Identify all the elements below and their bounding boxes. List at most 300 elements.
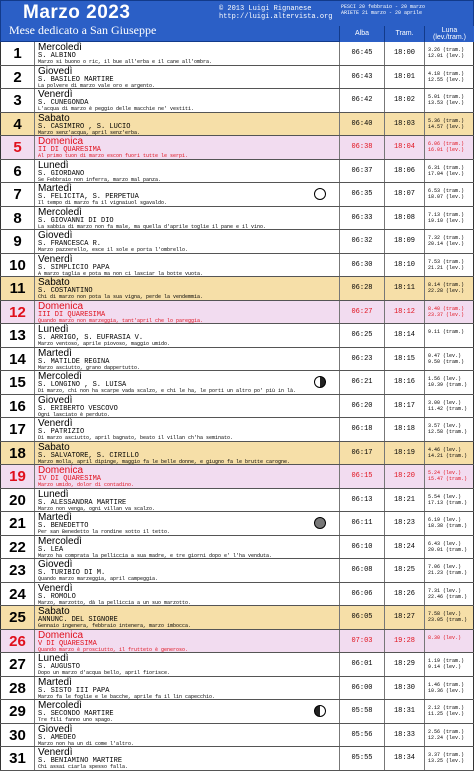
moon-times	[424, 559, 474, 582]
sunrise-time: 06:17	[339, 442, 384, 465]
col-luna-header	[424, 26, 474, 42]
moon-time-2: 23.37 (lev.)	[428, 311, 465, 318]
weekday-name: Giovedì	[38, 230, 73, 241]
page-subtitle: Mese dedicato a San Giuseppe	[9, 23, 157, 37]
table-row	[0, 606, 474, 630]
saint-name: S. AUGUSTO	[38, 663, 81, 671]
saint-name: S. MATILDE REGINA	[38, 357, 110, 366]
moon-time-1: 7.58 (lev.)	[428, 611, 462, 617]
sunrise-time: 06:05	[339, 606, 384, 629]
moon-time-2: 22.28 (lev.)	[428, 288, 465, 294]
saint-name: S. ROMOLO	[38, 592, 76, 601]
table-row	[0, 371, 474, 395]
table-row	[0, 583, 474, 607]
moon-cell	[304, 254, 339, 277]
moon-time-1: 8.14 (tram.)	[428, 282, 465, 288]
day-info	[34, 277, 339, 300]
table-row	[0, 277, 474, 301]
moon-time-2: 12.58 (tram.)	[428, 429, 468, 435]
proverb: Di marzo asciutto, april bagnato, beato il villan ch'ha seminato.	[38, 435, 234, 441]
moon-time-2: 17.04 (lev.)	[428, 170, 465, 177]
sunrise-time: 06:35	[339, 183, 384, 206]
moon-time-2: 13.25 (lev.)	[428, 758, 465, 764]
sunrise-time: 06:01	[339, 653, 384, 676]
day-info	[34, 160, 339, 183]
moon-times	[424, 395, 474, 418]
weekday-name: Sabato	[38, 112, 70, 124]
weekday-name: Sabato	[38, 606, 70, 617]
day-number: 8	[0, 207, 34, 230]
sunrise-time: 06:45	[339, 42, 384, 65]
weekday-name: Sabato	[38, 277, 70, 288]
proverb: Quando marzo è prosciutto, il frutteto è generoso.	[38, 646, 189, 653]
proverb: Per san Benedetto la rondine sotto il tetto.	[38, 529, 171, 535]
saint-name: ANNUNC. DEL SIGNORE	[38, 616, 118, 624]
sunset-time: 18:14	[384, 324, 424, 347]
moon-time-2: 15.47 (tram.)	[428, 476, 468, 482]
moon-times	[424, 89, 474, 112]
moon-times	[424, 653, 474, 676]
sunrise-time: 06:20	[339, 395, 384, 418]
moon-time-2: 17.13 (tram.)	[428, 499, 468, 506]
moon-times	[424, 301, 474, 324]
saint-name: S. FELICITA, S. PERPETUA	[38, 193, 139, 201]
weekday-name: Lunedì	[38, 159, 69, 171]
sunrise-time: 06:06	[339, 583, 384, 606]
moon-cell	[304, 160, 339, 183]
moon-cell	[304, 136, 339, 159]
sunset-time: 18:33	[384, 724, 424, 747]
saint-name: S. BENEDETTO	[38, 522, 89, 530]
day-info	[34, 700, 339, 723]
moon-cell	[304, 536, 339, 559]
moon-time-1: 6.06 (tram.)	[428, 141, 465, 147]
moon-time-2: 23.05 (tram.)	[428, 617, 468, 623]
moon-time-1: 4.46 (lev.)	[428, 446, 462, 453]
moon-times	[424, 348, 474, 371]
day-info	[34, 418, 339, 441]
moon-time-1: 6.53 (tram.)	[428, 188, 465, 194]
saint-name: III DI QUARESIMA	[38, 310, 106, 319]
weekday-name: Domenica	[38, 465, 84, 476]
day-number: 17	[0, 418, 34, 441]
table-row	[0, 136, 474, 160]
day-info	[34, 324, 339, 347]
sunset-time: 18:01	[384, 66, 424, 89]
moon-cell	[304, 630, 339, 653]
moon-time-1: 3.37 (tram.)	[428, 752, 465, 758]
moon-phase-full-icon	[314, 188, 326, 200]
moon-time-2: 10.36 (lev.)	[428, 687, 465, 694]
day-number: 4	[0, 113, 34, 136]
proverb: Chi di marzo non pota la sua vigna, perde la vendemmia.	[38, 294, 204, 300]
saint-name: S. ARRIGO, S. EUFRASIA V.	[38, 334, 144, 342]
moon-time-2: 18.07 (lev.)	[428, 194, 465, 200]
table-row	[0, 348, 474, 372]
day-number: 18	[0, 442, 34, 465]
moon-time-1: 7.06 (lev.)	[428, 564, 462, 570]
proverb: Chi assai ciarla spesso falla.	[38, 764, 129, 770]
moon-time-1: 7.32 (tram.)	[428, 235, 465, 241]
day-info	[34, 301, 339, 324]
sunrise-time: 06:33	[339, 207, 384, 230]
day-number: 2	[0, 66, 34, 89]
copyright-text: © 2013 Luigi Rignanese	[219, 5, 312, 13]
weekday-name: Giovedì	[38, 723, 73, 735]
day-info	[34, 89, 339, 112]
moon-time-1: 2.56 (tram.)	[428, 728, 465, 735]
moon-times	[424, 489, 474, 512]
moon-time-2: 9.14 (lev.)	[428, 664, 462, 670]
weekday-name: Martedì	[38, 347, 72, 359]
sunset-time: 18:07	[384, 183, 424, 206]
zodiac-aries: ARIETE 21 marzo - 20 aprile	[341, 10, 423, 16]
table-row	[0, 254, 474, 278]
day-info	[34, 583, 339, 606]
proverb: Marzo, marzotto, dà la pelliccia a un suo marzotto.	[38, 599, 192, 606]
sunrise-time: 06:10	[339, 536, 384, 559]
moon-times	[424, 66, 474, 89]
day-number: 11	[0, 277, 34, 300]
proverb: Marzo ventoso, aprile piovoso, maggio umido.	[38, 341, 171, 347]
moon-times	[424, 113, 474, 136]
day-info	[34, 230, 339, 253]
day-number: 31	[0, 747, 34, 770]
moon-cell	[304, 465, 339, 488]
table-row	[0, 489, 474, 513]
zodiac-pisces: PESCI 20 febbraio - 20 marzo	[341, 4, 426, 10]
weekday-name: Venerdì	[38, 747, 73, 758]
saint-name: S. LEA	[38, 545, 64, 554]
table-row	[0, 559, 474, 583]
sunset-time: 18:27	[384, 606, 424, 629]
moon-time-2: 12.24 (lev.)	[428, 734, 465, 741]
zodiac-info	[341, 4, 425, 16]
moon-time-1: 3.00 (lev.)	[428, 399, 462, 406]
table-row	[0, 700, 474, 724]
table-row	[0, 442, 474, 466]
moon-cell	[304, 653, 339, 676]
moon-time-2: 9.50 (tram.)	[428, 358, 465, 365]
weekday-name: Mercoledì	[38, 700, 82, 711]
moon-cell	[304, 442, 339, 465]
site-link[interactable]: http://luigi.altervista.org	[219, 13, 333, 21]
moon-cell	[304, 277, 339, 300]
sunrise-time: 06:37	[339, 160, 384, 183]
day-number: 20	[0, 489, 34, 512]
moon-time-1: 7.13 (tram.)	[428, 211, 465, 218]
moon-time-2: 11.42 (tram.)	[428, 405, 468, 412]
table-row	[0, 465, 474, 489]
proverb: Marzo si buono o ric, il bue all'erba e il cane all'ombra.	[38, 59, 213, 65]
day-info	[34, 677, 339, 700]
sunrise-time: 05:55	[339, 747, 384, 770]
table-row	[0, 230, 474, 254]
sunrise-time: 06:23	[339, 348, 384, 371]
sunrise-time: 06:13	[339, 489, 384, 512]
moon-time-2: 20.14 (lev.)	[428, 241, 465, 247]
day-info	[34, 183, 339, 206]
moon-time-2: 21.21 (lev.)	[428, 264, 465, 271]
day-number: 6	[0, 160, 34, 183]
moon-time-2: 12.55 (lev.)	[428, 76, 465, 83]
moon-times	[424, 536, 474, 559]
table-row	[0, 395, 474, 419]
weekday-name: Mercoledì	[38, 206, 82, 218]
moon-cell	[304, 348, 339, 371]
moon-time-1: 9.11 (tram.)	[428, 329, 465, 335]
column-headers	[0, 26, 474, 42]
moon-times	[424, 465, 474, 488]
moon-time-1: 8.30 (lev.)	[428, 634, 462, 641]
weekday-name: Giovedì	[38, 394, 73, 406]
moon-times	[424, 747, 474, 770]
day-number: 12	[0, 301, 34, 324]
proverb: Marzo ha comprata la pelliccia a sua madre, e tre giorni dopo e' l'ha venduta.	[38, 552, 273, 559]
weekday-name: Lunedì	[38, 488, 69, 500]
proverb: Marzo non venga, ogni villan va scalzo.	[38, 505, 156, 512]
sunrise-time: 06:28	[339, 277, 384, 300]
moon-time-1: 5.36 (tram.)	[428, 117, 465, 124]
day-number: 21	[0, 512, 34, 535]
moon-cell	[304, 183, 339, 206]
moon-time-2: 20.01 (tram.)	[428, 546, 468, 553]
sunset-time: 18:04	[384, 136, 424, 159]
day-info	[34, 207, 339, 230]
sunrise-time: 06:43	[339, 66, 384, 89]
moon-cell	[304, 42, 339, 65]
day-info	[34, 465, 339, 488]
moon-time-1: 2.12 (tram.)	[428, 705, 465, 711]
saint-name: S. SISTO III PAPA	[38, 686, 110, 695]
proverb: Marzo pazzerello, esce il sole e porta l'ombrello.	[38, 247, 189, 253]
sunset-time: 18:31	[384, 700, 424, 723]
day-number: 23	[0, 559, 34, 582]
moon-cell	[304, 66, 339, 89]
day-info	[34, 254, 339, 277]
day-number: 29	[0, 700, 34, 723]
weekday-name: Venerdì	[38, 418, 73, 429]
day-info	[34, 489, 339, 512]
sunrise-time: 06:18	[339, 418, 384, 441]
moon-times	[424, 442, 474, 465]
moon-times	[424, 512, 474, 535]
weekday-name: Giovedì	[38, 559, 73, 570]
day-number: 13	[0, 324, 34, 347]
moon-times	[424, 42, 474, 65]
sunrise-time: 06:21	[339, 371, 384, 394]
moon-times	[424, 254, 474, 277]
proverb: Se Febbraio non inferra, marzo mal panza.	[38, 176, 162, 183]
day-number: 19	[0, 465, 34, 488]
day-number: 30	[0, 724, 34, 747]
day-number: 24	[0, 583, 34, 606]
table-row	[0, 747, 474, 771]
weekday-name: Venerdì	[38, 253, 73, 265]
sunrise-time: 06:38	[339, 136, 384, 159]
day-info	[34, 536, 339, 559]
day-number: 5	[0, 136, 34, 159]
day-info	[34, 512, 339, 535]
sunrise-time: 06:00	[339, 677, 384, 700]
moon-cell	[304, 207, 339, 230]
sunset-time: 18:30	[384, 677, 424, 700]
proverb: Il tempo di marzo fa il vignaiuol sgavaldo.	[38, 200, 168, 206]
saint-name: S. SIMPLICIO PAPA	[38, 263, 110, 272]
moon-cell	[304, 606, 339, 629]
moon-time-2: 19.10 (lev.)	[428, 217, 465, 224]
weekday-name: Sabato	[38, 441, 70, 453]
weekday-name: Mercoledì	[38, 42, 82, 53]
sunset-time: 18:15	[384, 348, 424, 371]
sunset-time: 18:19	[384, 442, 424, 465]
weekday-name: Lunedì	[38, 653, 69, 664]
moon-time-2: 10.39 (tram.)	[428, 382, 468, 388]
col-alba-header: Alba	[339, 26, 384, 42]
moon-time-1: 6.43 (lev.)	[428, 540, 462, 547]
sunset-time: 18:17	[384, 395, 424, 418]
moon-cell	[304, 418, 339, 441]
saint-name: S. GIOVANNI DI DIO	[38, 216, 114, 225]
weekday-name: Venerdì	[38, 582, 73, 594]
moon-cell	[304, 747, 339, 770]
sunset-time: 18:11	[384, 277, 424, 300]
table-row	[0, 677, 474, 701]
sunset-time: 18:29	[384, 653, 424, 676]
day-info	[34, 559, 339, 582]
sunset-time: 18:00	[384, 42, 424, 65]
proverb: Dopo un marzo d'acqua bello, april fiorisce.	[38, 670, 171, 676]
moon-cell	[304, 230, 339, 253]
sunset-time: 18:23	[384, 512, 424, 535]
moon-time-1: 3.26 (tram.)	[428, 47, 465, 53]
saint-name: S. SECONDO MARTIRE	[38, 710, 114, 718]
moon-time-2: 18.38 (tram.)	[428, 523, 468, 529]
sunset-time: 18:02	[384, 89, 424, 112]
saint-name: S. ERIBERTO VESCOVO	[38, 404, 118, 413]
moon-time-2: 16.01 (lev.)	[428, 147, 465, 153]
weekday-name: Domenica	[38, 629, 84, 641]
sunset-time: 18:12	[384, 301, 424, 324]
moon-phase-new-icon	[314, 517, 326, 529]
moon-time-1: 8.40 (tram.)	[428, 305, 465, 312]
moon-times	[424, 700, 474, 723]
proverb: Al primo tuon di marzo escon fuori tutte le serpi.	[38, 153, 189, 159]
sunrise-time: 06:30	[339, 254, 384, 277]
sunset-time: 18:21	[384, 489, 424, 512]
weekday-name: Martedì	[38, 512, 72, 523]
weekday-name: Martedì	[38, 676, 72, 688]
proverb: Marzo asciutto, grano dappertutto.	[38, 364, 141, 371]
day-info	[34, 66, 339, 89]
proverb: Marzo fa le foglie e le bacche, aprile fa il lin capecchio.	[38, 693, 216, 700]
sunset-time: 18:34	[384, 747, 424, 770]
proverb: La sabbia di marzo non fa male, ma quella d'aprile toglie il pane e il vino.	[38, 223, 267, 230]
moon-time-2: 14.21 (tram.)	[428, 452, 468, 459]
day-info	[34, 42, 339, 65]
page-title: Marzo 2023	[23, 2, 131, 23]
sunset-time: 18:26	[384, 583, 424, 606]
moon-cell	[304, 395, 339, 418]
moon-cell	[304, 89, 339, 112]
saint-name: S. FRANCESCA R.	[38, 240, 102, 248]
day-info	[34, 724, 339, 747]
day-info	[34, 442, 339, 465]
day-number: 15	[0, 371, 34, 394]
sunrise-time: 06:25	[339, 324, 384, 347]
saint-name: V DI QUARESIMA	[38, 639, 97, 648]
sunrise-time: 06:40	[339, 113, 384, 136]
saint-name: IV DI QUARESIMA	[38, 475, 102, 483]
sunset-time: 18:24	[384, 536, 424, 559]
moon-times	[424, 630, 474, 653]
sunrise-time: 06:27	[339, 301, 384, 324]
saint-name: S. SALVATORE, S. CIRILLO	[38, 451, 139, 460]
moon-cell	[304, 724, 339, 747]
moon-time-1: 1.19 (tram.)	[428, 658, 465, 664]
sunset-time: 18:16	[384, 371, 424, 394]
copyright-block	[219, 5, 332, 21]
moon-cell	[304, 677, 339, 700]
sunrise-time: 07:03	[339, 630, 384, 653]
saint-name: S. BENIAMINO MARTIRE	[38, 757, 123, 765]
proverb: Quando marzo non marzeggia, tant'april che lo pareggia.	[38, 317, 204, 324]
moon-time-2: 11.25 (lev.)	[428, 711, 465, 717]
moon-time-2: 21.23 (tram.)	[428, 570, 468, 576]
moon-times	[424, 418, 474, 441]
table-row	[0, 536, 474, 560]
table-row	[0, 418, 474, 442]
moon-time-1: 4.18 (tram.)	[428, 70, 465, 77]
proverb: Tre fili fanno uno spago.	[38, 717, 114, 723]
proverb: Ogni lasciato è perduto.	[38, 411, 111, 418]
saint-name: II DI QUARESIMA	[38, 146, 102, 154]
day-info	[34, 747, 339, 770]
sunset-time: 18:09	[384, 230, 424, 253]
moon-time-1: 7.31 (lev.)	[428, 587, 462, 594]
saint-name: S. CUNEGONDA	[38, 99, 89, 107]
saint-name: S. TURIBIO DI M.	[38, 569, 106, 577]
moon-time-1: 3.57 (lev.)	[428, 423, 462, 429]
sunset-time: 18:25	[384, 559, 424, 582]
table-row	[0, 66, 474, 90]
proverb: L'acqua di marzo è peggio delle macchie ne' vestiti.	[38, 106, 195, 112]
day-number: 27	[0, 653, 34, 676]
weekday-name: Mercoledì	[38, 371, 82, 382]
sunset-time: 18:20	[384, 465, 424, 488]
day-number: 14	[0, 348, 34, 371]
table-row	[0, 324, 474, 348]
moon-cell	[304, 489, 339, 512]
table-row	[0, 512, 474, 536]
moon-time-1: 5.01 (tram.)	[428, 94, 465, 100]
saint-name: S. ALBINO	[38, 52, 76, 60]
proverb: A marzo taglia e pota ma non ci lasciar la botte vuota.	[38, 270, 204, 277]
saint-name: S. LONGINO , S. LUISA	[38, 381, 127, 389]
sunrise-time: 05:56	[339, 724, 384, 747]
day-info	[34, 113, 339, 136]
saint-name: S. GIORDANO	[38, 169, 85, 178]
sunset-time: 18:06	[384, 160, 424, 183]
proverb: Marzo non ha un dì come l'altro.	[38, 740, 135, 747]
day-number: 26	[0, 630, 34, 653]
table-row	[0, 630, 474, 654]
table-row	[0, 89, 474, 113]
proverb: Marzo umido, dolor di contadino.	[38, 482, 135, 488]
proverb: Quando marzo marzeggia, april campeggia.	[38, 576, 159, 582]
moon-phase-lastq-icon	[314, 376, 326, 388]
saint-name: S. CASIMIRO , S. LUCIO	[38, 122, 131, 131]
